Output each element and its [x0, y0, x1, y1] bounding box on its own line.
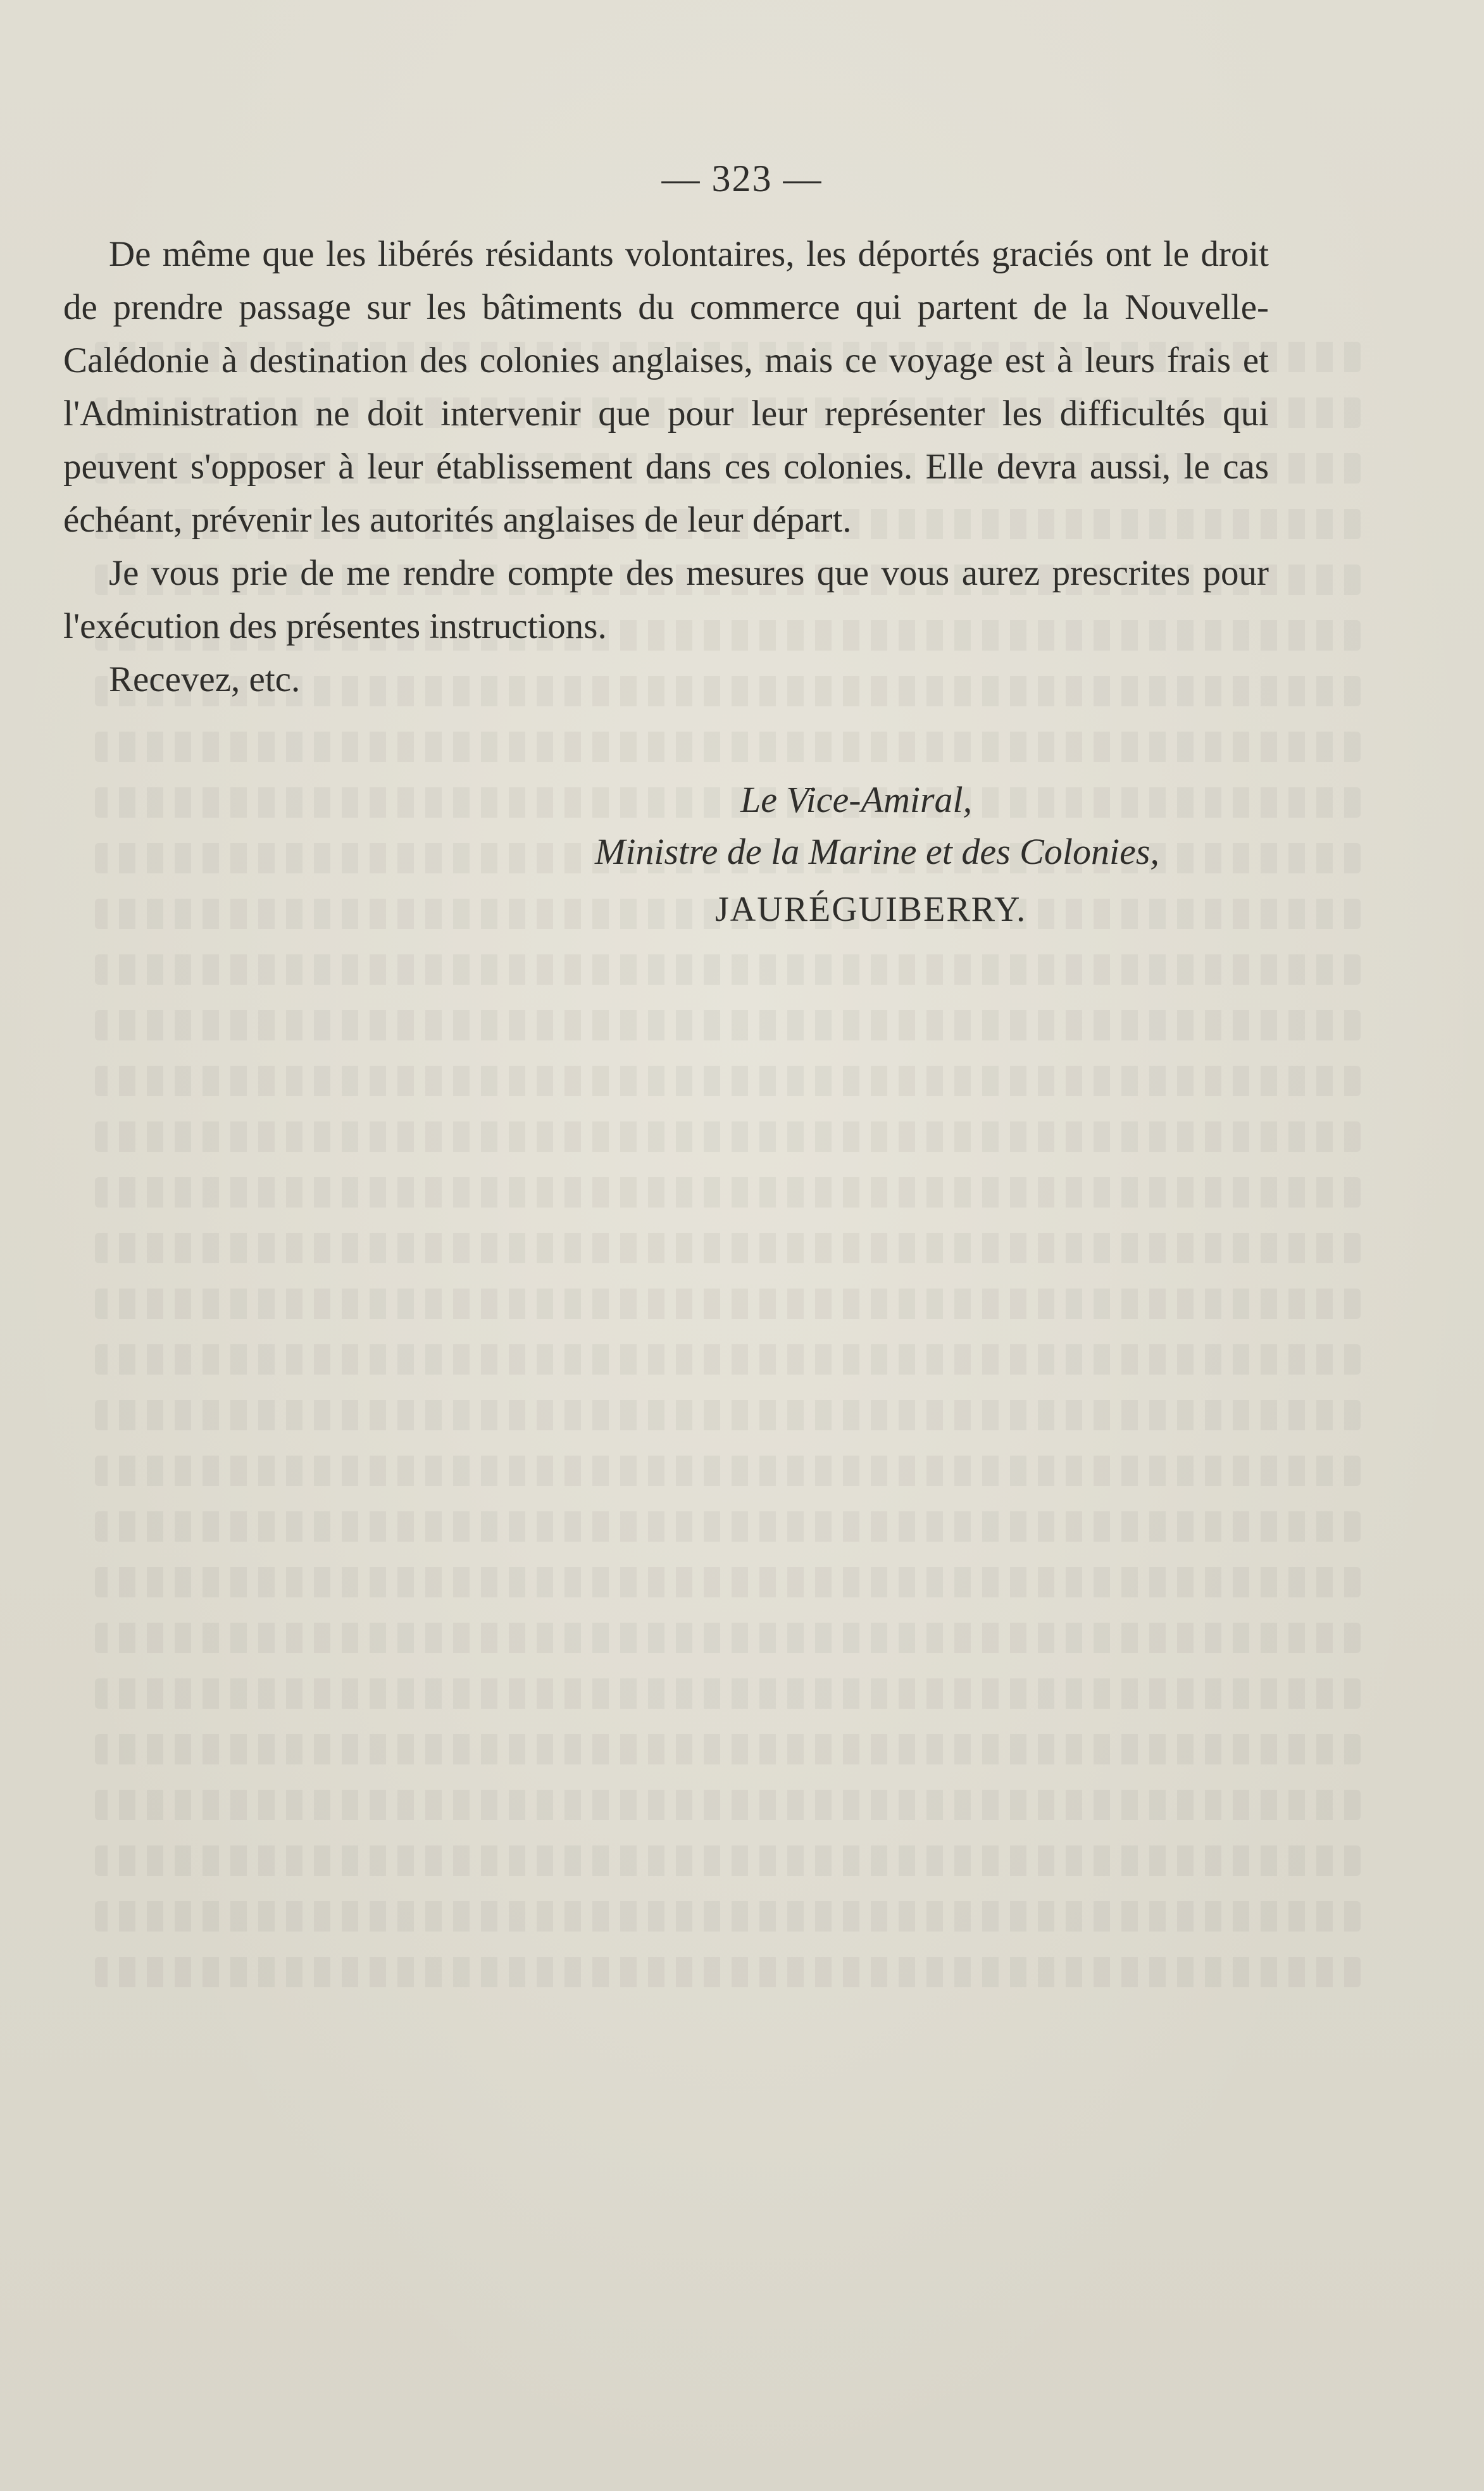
page-number: — 323 — [661, 158, 823, 199]
paragraph-instructions: Je vous prie de me rendre compte des mesures que vous aurez prescrites pour l'exécution des présentes instructions. [63, 553, 1269, 646]
signature-name: JAURÉGUIBERRY. [715, 890, 1027, 929]
paragraph-closing: Recevez, etc. [109, 659, 301, 699]
signature-title: Le Vice-Amiral, [740, 779, 973, 820]
paragraph-voyage: De même que les libérés résidants volontaires, les déportés graciés ont le droit de prendre passage sur les bâtiments du commerce qui partent de la Nouvelle-Calédonie à destination des colonies anglaises, mais ce voyage est à leurs frais et l'Administration ne doit intervenir que pour leur représenter les difficultés qui peuvent s'opposer à leur établissement dans ces colonies. Elle devra aussi, le cas échéant, prévenir les autorités anglaises de leur départ. [63, 234, 1269, 540]
signature-ministry: Ministre de la Marine et des Colonies, [595, 831, 1159, 872]
body-text [63, 228, 1269, 706]
